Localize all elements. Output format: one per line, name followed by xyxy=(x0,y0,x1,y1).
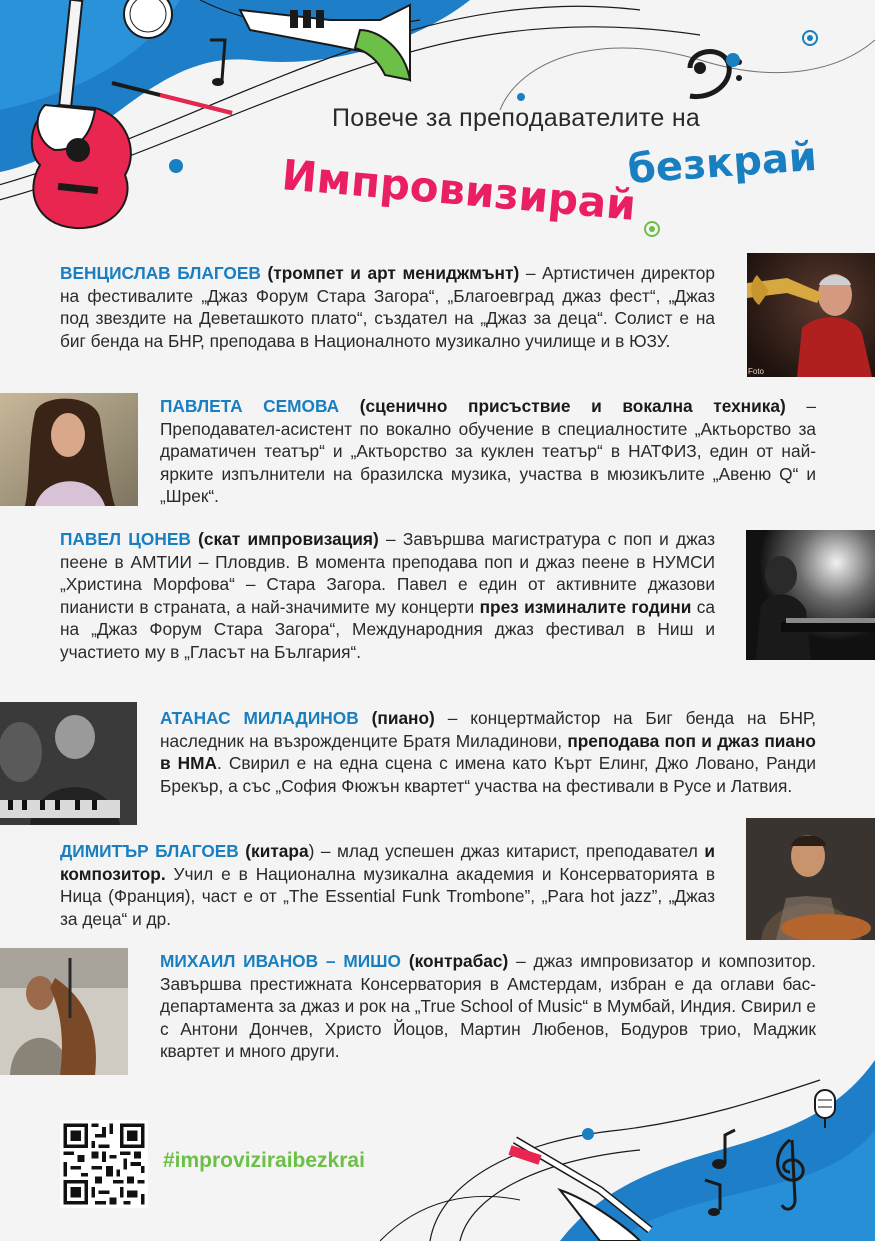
teacher-bio-text-end: Учил е в Национална музикална академия и Консерваторията в Ница (Франция), част е от „The Essential Funk Trombone”, „Para hot jazz”, „Джаз за деца“ и др. xyxy=(60,863,715,929)
teacher-bio-text-end: са на „Джаз Форум Стара Загора“, Международния джаз фестивал в Ниш и участието му в „Гласът на България“. xyxy=(60,596,715,662)
photo-blagoev xyxy=(747,253,875,377)
teacher-role: (контрабас) xyxy=(408,951,509,971)
teacher-bio-text: ) – млад успешен джаз китарист, преподавател xyxy=(308,841,705,861)
teacher-name: МИХАИЛ ИВАНОВ – МИШО xyxy=(160,951,401,971)
teacher-bio-highlight: преподава поп и джаз пиано в НМА xyxy=(160,730,816,774)
teacher-name: ВЕНЦИСЛАВ БЛАГОЕВ xyxy=(60,263,261,283)
bio-blagoev xyxy=(60,262,715,352)
teacher-name: ПАВЕЛ ЦОНЕВ xyxy=(60,529,191,549)
festival-title-part1: Импровизирай xyxy=(279,150,638,230)
tambourine-icon xyxy=(124,0,172,38)
bio-miladinov xyxy=(160,707,816,797)
teacher-role: (тромпет и арт мениджмънт) xyxy=(267,263,520,283)
teacher-bio-text: – Преподавател-асистент по вокално обучение в специалностите „Актьорство за драматичен театър“ и „Актьорство за куклен театър“ в НАТФИЗ, един от най-ярките изпълнители на бразилска музика, участва в мюзикълите „Авеню Q“ и „Шрек“. xyxy=(160,396,816,507)
bio-ivanov xyxy=(160,950,816,1063)
photo-ivanov xyxy=(0,948,128,1075)
photo-d-blagoev xyxy=(746,818,875,940)
teacher-role: (пиано) xyxy=(371,708,435,728)
photo-tsonev xyxy=(746,530,875,660)
qr-code[interactable] xyxy=(60,1120,148,1208)
teacher-bio-text: – Артистичен директор на фестивалите „Джаз Форум Стара Загора“, „Благоевград джаз фест“, „Джаз под звездите на Деветашкото плато“, създател на „Джаз за деца“. Солист е на биг бенда на БНР, преподава в Националното музикално училище и в ЮЗУ. xyxy=(60,263,715,351)
teacher-bio-highlight: и композитор. xyxy=(60,841,715,884)
bio-tsonev xyxy=(60,528,715,664)
photo-miladinov xyxy=(0,702,137,825)
teacher-bio-text: – Завършва магистратура с поп и джаз пеене в АМТИИ – Пловдив. В момента преподава поп и джаз пеене в НУМСИ „Христина Морфова“ – Стара Загора. Павел е един от активните джазови пианисти в страната, а най-значимите му концерти xyxy=(60,529,716,617)
teacher-role: (сценично присъствие и вокална техника) xyxy=(359,396,786,416)
teacher-bio-text-end: . Свирил е на една сцена с имена като Кърт Елинг, Джо Ловано, Ранди Брекър, а със „София Фюжън квартет“ участва на фестивали в Русе и Латвия. xyxy=(160,753,816,796)
bio-d-blagoev xyxy=(60,840,715,930)
teacher-role: (скат импровизация) xyxy=(198,529,379,549)
teacher-name: ДИМИТЪР БЛАГОЕВ xyxy=(60,841,239,861)
teacher-role: (китара xyxy=(245,841,309,861)
photo-semova xyxy=(0,393,138,506)
festival-title-part2: безкрай xyxy=(626,133,819,193)
teacher-bio-highlight: през изминалите години xyxy=(479,596,692,617)
teacher-bio-text: – джаз импровизатор и композитор. Завършва престижната Консерватория в Амстердам, избран е да оглави бас-департамента за джаз и рок на „True School of Music“ в Мумбай, Индия. Свирил е с Антони Дончев, Христо Йоцов, Мартин Любенов, Бодуров трио, Маджик квартет и много други. xyxy=(160,951,816,1062)
teacher-bio-text: – концертмайстор на Биг бенда на БНР, наследник на възрожденците Братя Миладинови, xyxy=(160,708,816,751)
hashtag[interactable]: #improviziraibezkrai xyxy=(163,1149,365,1172)
teacher-name: ПАВЛЕТА СЕМОВА xyxy=(160,396,340,416)
bio-semova xyxy=(160,395,816,508)
subtitle: Повече за преподавателите на xyxy=(332,104,701,132)
teacher-name: АТАНАС МИЛАДИНОВ xyxy=(160,708,359,728)
photo-credit: Foto xyxy=(748,367,765,376)
